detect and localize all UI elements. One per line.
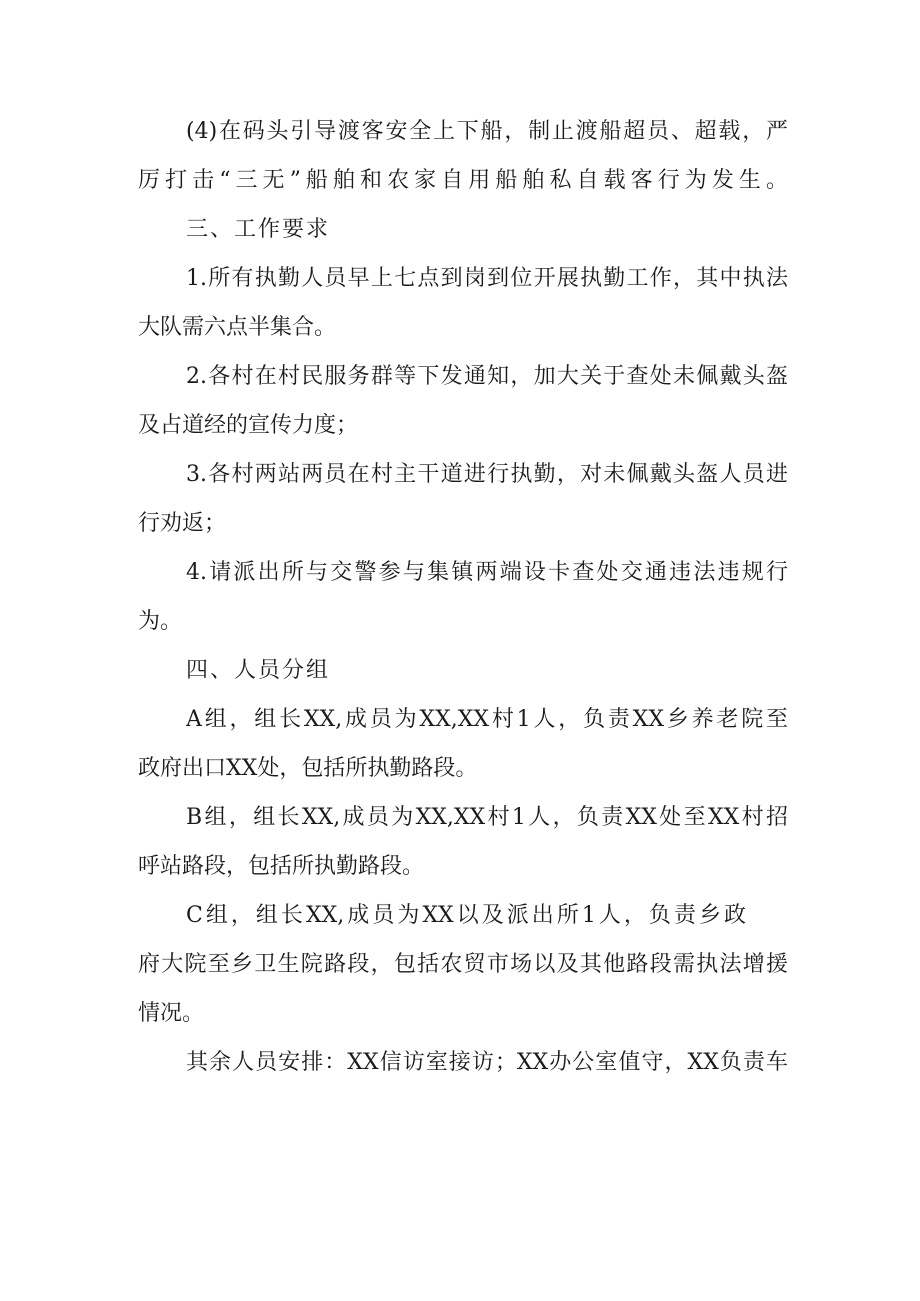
text-line: 政府出口XX处，包括所执勤路段。	[138, 756, 478, 781]
text-line: A组，组长XX,成员为XX,XX村1人，负责XX乡养老院至	[186, 707, 788, 732]
text-line: 3.各村两站两员在村主干道进行执勤，对未佩戴头盔人员进	[186, 462, 788, 487]
text-line: (4)在码头引导渡客安全上下船，制止渡船超员、超载，严	[186, 119, 788, 144]
text-line: 为。	[138, 609, 183, 634]
text-line: 及占道经的宣传力度；	[138, 413, 359, 438]
text-line: C组，组长XX,成员为XX以及派出所1人，负责乡政	[186, 903, 746, 928]
section-heading: 四、人员分组	[186, 658, 331, 683]
text-line: 大队需六点半集合。	[138, 315, 337, 340]
text-line: 厉打击“三无”船舶和农家自用船舶私自载客行为发生。	[138, 168, 788, 193]
text-line: 行劝返；	[138, 511, 227, 536]
text-line: 呼站路段，包括所执勤路段。	[138, 854, 425, 879]
text-line: 府大院至乡卫生院路段，包括农贸市场以及其他路段需执法增援	[138, 952, 788, 977]
section-heading: 三、工作要求	[186, 217, 331, 242]
text-line: 4.请派出所与交警参与集镇两端设卡查处交通违法违规行	[186, 560, 788, 585]
text-line: 2.各村在村民服务群等下发通知，加大关于查处未佩戴头盔	[186, 364, 788, 389]
text-line: 1.所有执勤人员早上七点到岗到位开展执勤工作，其中执法	[186, 266, 788, 291]
text-line: 情况。	[138, 1001, 205, 1026]
text-line: 其余人员安排：XX信访室接访；XX办公室值守，XX负责车	[186, 1050, 788, 1075]
text-line: B组，组长XX,成员为XX,XX村1人，负责XX处至XX村招	[186, 805, 788, 830]
